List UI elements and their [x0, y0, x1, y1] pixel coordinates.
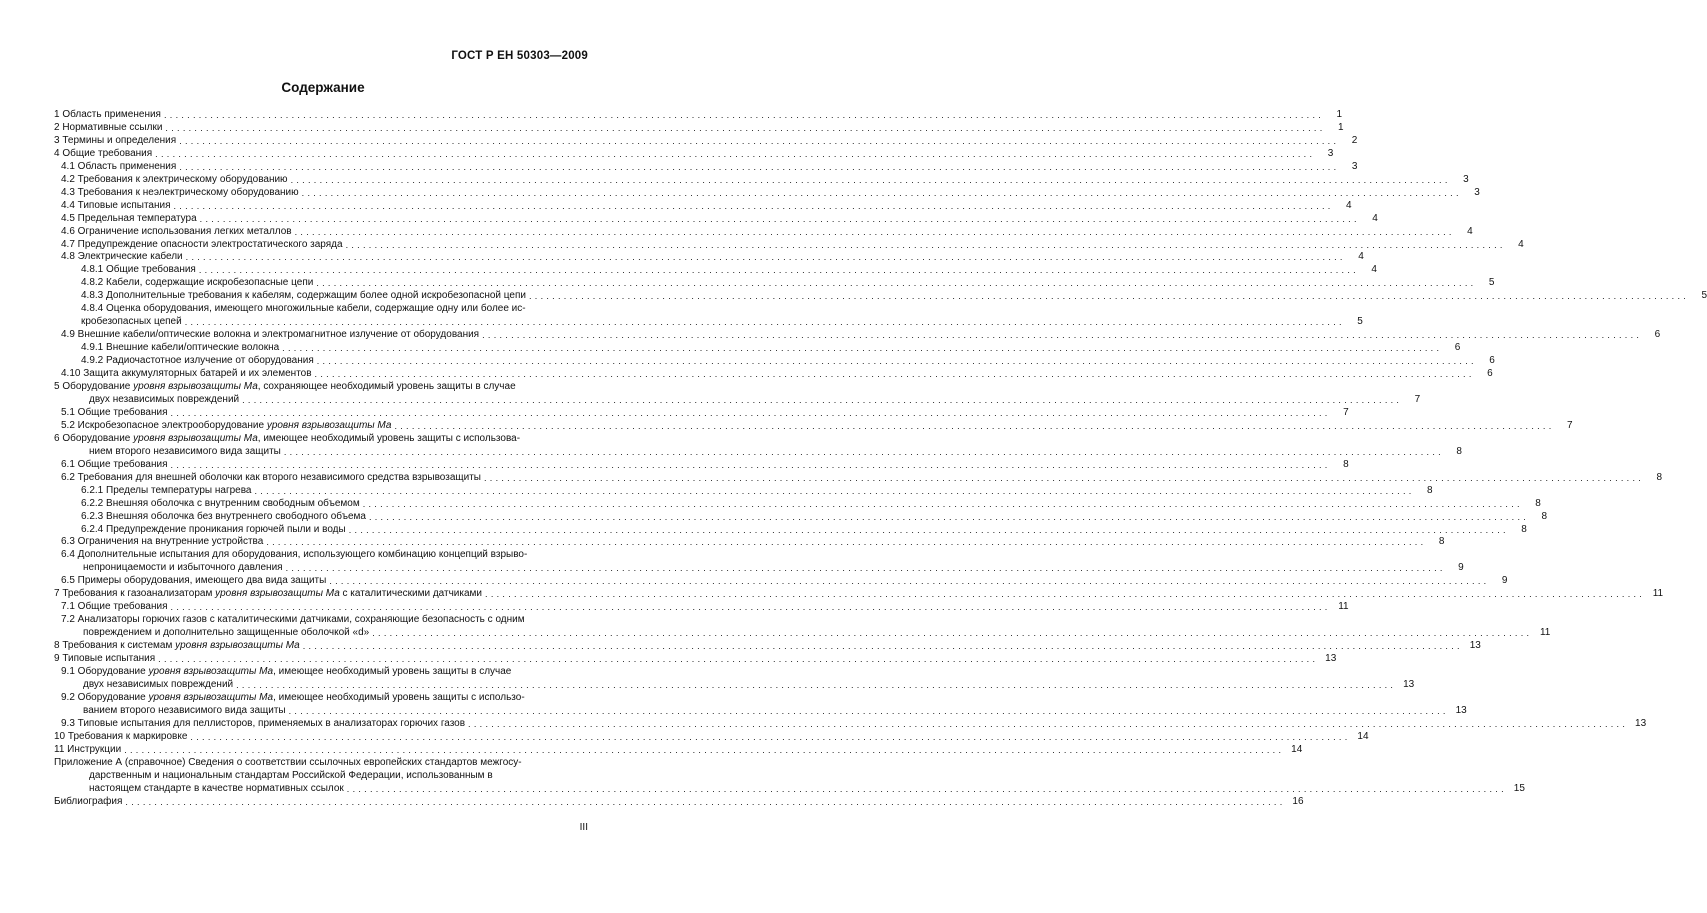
dot-leader: ........................................................................................................................................................................................................	[190, 731, 1351, 742]
toc-entry	[54, 199, 1352, 213]
dot-leader: ........................................................................................................................................................................................................	[285, 563, 1446, 574]
toc-entry-text: Библиография	[54, 795, 123, 807]
dot-leader: ........................................................................................................................................................................................................	[254, 485, 1415, 496]
toc-entry-text: 6 Оборудование уровня взрывозащиты Ма, имеющее необходимый уровень защиты с использова-	[54, 432, 521, 444]
toc-page-number: 1	[1336, 109, 1343, 120]
dot-leader: ........................................................................................................................................................................................................	[124, 744, 1285, 755]
toc-page-number: 11	[1652, 588, 1664, 600]
toc-page-number: 8	[1656, 471, 1663, 483]
toc-page-number: 8	[1456, 445, 1462, 457]
toc-entry-text: 6.1 Общие требования	[61, 458, 168, 470]
toc-entry	[54, 121, 1344, 135]
toc-entry	[54, 743, 1303, 757]
dot-leader: ........................................................................................................................................................................................................	[294, 226, 1455, 237]
toc-page-number: 6	[1487, 368, 1493, 380]
toc-entry	[54, 264, 1377, 277]
toc-entry-text: двух независимых повреждений	[83, 678, 234, 690]
toc-entry	[54, 795, 1304, 809]
toc-page-number: 3	[1351, 160, 1358, 172]
toc-entry-text: 4.8 Электрические кабели	[61, 251, 183, 263]
dot-leader: ........................................................................................................................................................................................................	[170, 602, 1331, 613]
toc-entry	[54, 238, 1524, 252]
toc-entry-text: 6.2.2 Внешняя оболочка с внутренним свободным объемом	[81, 497, 360, 509]
toc-page-number: 7	[1414, 393, 1421, 405]
toc-entry-text: Приложение А (справочное) Сведения о соответствии ссылочных европейских стандартов межгосу-	[54, 756, 522, 768]
toc-entry-text: 9.1 Оборудование уровня взрывозащиты Ма, имеющее необходимый уровень защиты в случае	[61, 665, 512, 677]
toc-entry	[54, 173, 1469, 187]
toc-entry	[54, 523, 1527, 537]
toc-page-number: 14	[1291, 743, 1303, 755]
toc-page-number: 1	[1337, 121, 1344, 133]
toc-entry-text: 2 Нормативные ссылки	[54, 121, 163, 133]
toc-page-number: 5	[1357, 316, 1363, 328]
dot-leader: ........................................................................................................................................................................................................	[283, 446, 1444, 457]
toc-page-number: 2	[1351, 134, 1358, 146]
toc-entry	[54, 355, 1495, 368]
toc-entry	[54, 277, 1495, 290]
dot-leader: ........................................................................................................................................................................................................	[485, 589, 1646, 600]
toc-page-number: 13	[1455, 704, 1467, 716]
toc-page-number: 13	[1325, 653, 1337, 665]
toc-page-number: 4	[1358, 251, 1364, 263]
dot-leader: ........................................................................................................................................................................................................	[316, 278, 1477, 289]
dot-leader: ........................................................................................................................................................................................................	[288, 705, 1449, 716]
toc-entry	[54, 186, 1480, 200]
toc-page-number: 4	[1518, 238, 1524, 250]
toc-entry-text: 6.3 Ограничения на внутренние устройства	[61, 536, 264, 548]
dot-leader: ........................................................................................................................................................................................................	[185, 252, 1346, 263]
toc-entry-text: 9 Типовые испытания	[54, 653, 156, 665]
dot-leader: ........................................................................................................................................................................................................	[368, 511, 1530, 522]
toc-entry	[54, 147, 1334, 161]
dot-leader: ........................................................................................................................................................................................................	[173, 200, 1334, 211]
dot-leader: ........................................................................................................................................................................................................	[482, 330, 1643, 341]
toc-entry-text: 1 Область применения	[54, 109, 161, 120]
toc-page-number: 8	[1521, 523, 1527, 535]
dot-leader: ........................................................................................................................................................................................................	[346, 783, 1507, 794]
dot-leader: ........................................................................................................................................................................................................	[236, 679, 1397, 690]
dot-leader: ........................................................................................................................................................................................................	[266, 537, 1427, 548]
dot-leader: ........................................................................................................................................................................................................	[314, 369, 1475, 380]
toc-entry-text: непроницаемости и избыточного давления	[83, 562, 283, 574]
toc-page-number: 6	[1454, 342, 1461, 354]
toc-entry-text: 4.2 Требования к электрическому оборудованию	[61, 173, 288, 185]
toc-entry	[54, 419, 1573, 433]
toc-entry	[54, 458, 1349, 472]
toc-entry	[54, 691, 1467, 718]
toc-page-number: 4	[1346, 199, 1352, 211]
toc-entry	[54, 251, 1364, 264]
toc-page-number: 6	[1489, 355, 1495, 367]
toc-page-number: 16	[1292, 795, 1304, 807]
toc-page-number: 14	[1357, 730, 1369, 742]
toc-entry-text: 11 Инструкции	[54, 743, 122, 755]
toc-entry	[54, 601, 1349, 614]
toc-entry	[54, 640, 1481, 653]
dot-leader: ........................................................................................................................................................................................................	[165, 122, 1326, 133]
dot-leader: ........................................................................................................................................................................................................	[362, 498, 1523, 509]
dot-leader: ........................................................................................................................................................................................................	[179, 161, 1340, 172]
dot-leader: ........................................................................................................................................................................................................	[301, 187, 1462, 198]
toc-entry-text: 8 Требования к системам уровня взрывозащиты Ма	[54, 640, 300, 652]
dot-leader: ........................................................................................................................................................................................................	[290, 174, 1451, 185]
toc-page-number: 9	[1501, 575, 1508, 587]
toc-entry	[54, 653, 1337, 666]
toc-entry	[54, 730, 1369, 744]
toc-entry-text: 5 Оборудование уровня взрывозащиты Ма, сохраняющее необходимый уровень защиты в случае	[54, 381, 516, 393]
toc-page-number: 3	[1327, 147, 1334, 159]
toc-entry-text: 4.8.1 Общие требования	[81, 264, 196, 276]
toc-page-number: 8	[1427, 484, 1433, 496]
toc-entry-text: двух независимых повреждений	[89, 393, 240, 405]
dot-leader: ........................................................................................................................................................................................................	[242, 394, 1403, 405]
toc-entry	[54, 303, 1363, 329]
toc-entry-text: нием второго независимого вида защиты	[89, 445, 281, 457]
toc-entry	[54, 109, 1343, 122]
toc-entry-text: ванием второго независимого вида защиты	[83, 704, 286, 716]
toc-entry	[54, 342, 1461, 355]
toc-entry-text: 10 Требования к маркировке	[54, 730, 188, 742]
toc-page-number: 13	[1403, 678, 1415, 690]
toc-entry	[54, 614, 1551, 640]
toc-page-number: 8	[1541, 510, 1548, 522]
toc-entry-text: 7 Требования к газоанализаторам уровня взрывозащиты Ма с каталитическими датчиками	[54, 588, 483, 600]
dot-leader: ........................................................................................................................................................................................................	[345, 239, 1506, 250]
toc-entry	[54, 471, 1663, 485]
toc-page-number: 11	[1338, 601, 1349, 613]
toc-entry	[54, 381, 1421, 407]
dot-leader: ........................................................................................................................................................................................................	[329, 576, 1490, 587]
dot-leader: ........................................................................................................................................................................................................	[468, 718, 1629, 729]
dot-leader: ........................................................................................................................................................................................................	[348, 524, 1509, 535]
toc-entry	[54, 290, 1707, 303]
toc-page-number: 4	[1467, 225, 1473, 237]
toc-page-number: 5	[1488, 277, 1495, 289]
toc-page-number: 13	[1469, 640, 1481, 652]
toc-entry-text: 6.5 Примеры оборудования, имеющего два вида защиты	[61, 575, 327, 587]
toc-page-number: 11	[1539, 627, 1551, 639]
toc-page-number: 7	[1343, 406, 1349, 418]
dot-leader: ........................................................................................................................................................................................................	[372, 628, 1533, 639]
dot-leader: ........................................................................................................................................................................................................	[184, 317, 1345, 328]
toc-page-number: 4	[1372, 212, 1378, 224]
toc-page-number: 4	[1371, 264, 1377, 276]
toc-entry-text: 5.1 Общие требования	[61, 406, 168, 418]
toc-entry-text: 4.10 Защита аккумуляторных батарей и их элементов	[61, 368, 312, 380]
toc-page-number: 8	[1343, 458, 1349, 470]
toc-entry-text: 3 Термины и определения	[54, 134, 177, 146]
toc-entry-text: 4.6 Ограничение использования легких металлов	[61, 225, 292, 237]
toc-entry-text: 6.2 Требования для внешней оболочки как второго независимого средства взрывозащиты	[61, 471, 481, 483]
dot-leader: ........................................................................................................................................................................................................	[198, 265, 1359, 276]
toc-entry-text: 4.8.2 Кабели, содержащие искробезопасные цепи	[81, 277, 314, 289]
dot-leader: ........................................................................................................................................................................................................	[125, 796, 1286, 807]
table-of-contents	[54, 109, 1707, 808]
toc-page-number: 13	[1635, 717, 1647, 729]
toc-entry-text: 4.9.2 Радиочастотное излучение от оборудования	[81, 355, 314, 367]
toc-entry-text: 4 Общие требования	[54, 147, 153, 159]
toc-entry-text: дарственным и национальным стандартам Российской Федерации, использованным в	[89, 769, 493, 781]
toc-entry-text: повреждением и дополнительно защищенные оболочкой «d»	[83, 627, 370, 639]
page-number: III	[579, 822, 588, 833]
toc-entry	[54, 575, 1508, 588]
dot-leader: ........................................................................................................................................................................................................	[394, 420, 1555, 431]
toc-entry-text: 4.5 Предельная температура	[61, 212, 197, 224]
dot-leader: ........................................................................................................................................................................................................	[155, 148, 1316, 159]
page-title: Содержание	[281, 80, 365, 95]
toc-entry-text: 4.9.1 Внешние кабели/оптические волокна	[81, 342, 280, 354]
toc-entry	[54, 717, 1647, 731]
toc-entry	[54, 484, 1433, 498]
dot-leader: ........................................................................................................................................................................................................	[528, 291, 1690, 302]
dot-leader: ........................................................................................................................................................................................................	[199, 213, 1360, 224]
toc-entry	[54, 756, 1525, 796]
dot-leader: ........................................................................................................................................................................................................	[179, 135, 1340, 146]
toc-entry-text: кробезопасных цепей	[81, 316, 182, 328]
toc-page-number: 8	[1438, 536, 1445, 548]
toc-entry-text: 4.9 Внешние кабели/оптические волокна и электромагнитное излучение от оборудования	[61, 329, 480, 341]
toc-page-number: 7	[1566, 419, 1573, 431]
toc-entry-text: 7.2 Анализаторы горючих газов с каталитическими датчиками, сохраняющие безопасность с одним	[61, 614, 525, 626]
toc-entry	[54, 536, 1445, 549]
toc-entry	[54, 549, 1464, 575]
toc-entry-text: 4.4 Типовые испытания	[61, 199, 171, 211]
toc-entry-text: 4.8.3 Дополнительные требования к кабелям, содержащим более одной искробезопасной цепи	[81, 290, 526, 302]
toc-entry-text: настоящем стандарте в качестве нормативных ссылок	[89, 782, 344, 794]
toc-entry	[54, 432, 1462, 459]
toc-entry	[54, 160, 1358, 174]
toc-entry	[54, 497, 1541, 511]
toc-page-number: 3	[1463, 173, 1469, 185]
toc-entry	[54, 134, 1358, 148]
toc-entry-text: 4.1 Область применения	[61, 160, 177, 172]
toc-entry	[54, 212, 1378, 226]
toc-page-number: 3	[1474, 186, 1480, 198]
toc-page-number: 6	[1654, 329, 1661, 341]
toc-entry	[54, 368, 1493, 381]
dot-leader: ........................................................................................................................................................................................................	[170, 407, 1331, 418]
toc-entry	[54, 510, 1548, 524]
dot-leader: ........................................................................................................................................................................................................	[163, 110, 1325, 120]
dot-leader: ........................................................................................................................................................................................................	[170, 459, 1331, 470]
dot-leader: ........................................................................................................................................................................................................	[483, 472, 1645, 483]
toc-page-number: 5	[1701, 290, 1707, 302]
toc-entry	[54, 329, 1661, 342]
toc-entry-text: 4.3 Требования к неэлектрическому оборудованию	[61, 186, 299, 198]
toc-entry-text: 5.2 Искробезопасное электрооборудование уровня взрывозащиты Ма	[61, 419, 392, 431]
dot-leader: ........................................................................................................................................................................................................	[316, 356, 1477, 367]
toc-entry-text: 6.2.1 Пределы температуры нагрева	[81, 484, 252, 496]
dot-leader: ........................................................................................................................................................................................................	[302, 641, 1463, 652]
toc-entry	[54, 588, 1664, 601]
toc-entry	[54, 665, 1415, 692]
toc-entry-text: 6.2.3 Внешняя оболочка без внутреннего свободного объема	[81, 510, 366, 522]
toc-page-number: 15	[1513, 782, 1525, 794]
toc-entry-text: 6.4 Дополнительные испытания для оборудования, использующего комбинацию концепций взрыво-	[61, 549, 528, 561]
toc-page-number: 8	[1535, 497, 1541, 509]
toc-entry-text: 7.1 Общие требования	[61, 601, 168, 613]
toc-entry-text: 4.8.4 Оценка оборудования, имеющего многожильные кабели, содержащие одну или более ис-	[81, 303, 526, 315]
toc-entry-text: 6.2.4 Предупреждение проникания горючей пыли и воды	[81, 523, 346, 535]
toc-page-number: 9	[1458, 562, 1464, 574]
dot-leader: ........................................................................................................................................................................................................	[282, 343, 1443, 354]
toc-entry-text: 9.3 Типовые испытания для пеллисторов, применяемых в анализаторах горючих газов	[61, 717, 466, 729]
toc-entry	[54, 225, 1473, 239]
toc-entry-text: 9.2 Оборудование уровня взрывозащиты Ма, имеющее необходимый уровень защиты с использо-	[61, 691, 525, 703]
toc-entry-text: 4.7 Предупреждение опасности электростатического заряда	[61, 238, 343, 250]
toc-entry	[54, 406, 1349, 420]
standard-designation: ГОСТ Р ЕН 50303—2009	[451, 50, 588, 62]
dot-leader: ........................................................................................................................................................................................................	[158, 654, 1319, 665]
